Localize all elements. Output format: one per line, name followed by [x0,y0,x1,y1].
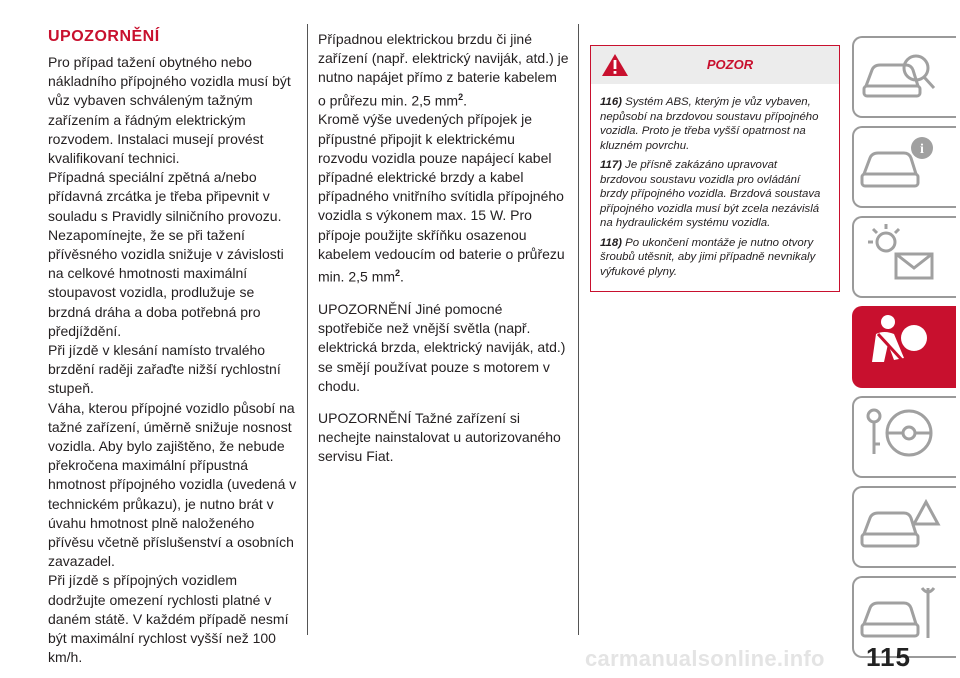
text-line: brzdy přípojného vozidla. Brzdová soustava [600,188,821,200]
safety-tab[interactable] [852,306,956,388]
text-line: přídavná zrcátka je třeba připevnit v [48,188,270,205]
text-line: zavazadel. [48,553,115,570]
warning-item [600,95,829,153]
text-line: Kromě výše uvedených přípojek je [318,111,532,128]
text-line: stoupavost vozidla, prodlužuje se [48,284,255,301]
warning-number: 117) [600,159,622,171]
car-wrench-icon [854,578,944,648]
text-line: Při jízdě v klesání namísto trvalého [48,342,266,359]
warning-body [591,84,839,279]
text-line: UPOZORNĚNÍ Jiné pomocné [318,300,503,317]
watermark: carmanualsonline.info [585,646,825,671]
text-line: chodu. [318,377,361,394]
text-line: nechejte nainstalovat u autorizovaného [318,429,561,446]
lights-warnings-tab[interactable] [852,216,956,298]
superscript: 2 [395,268,401,279]
text-line: UPOZORNĚNÍ Tažné zařízení si [318,409,521,426]
text-line: nutno napájet přímo z baterie kabelem [318,69,557,86]
text-line: vozidla. Proto je třeba vyšší opatrnost na [600,125,806,137]
text-line: brzdění raději zařaďte nižší rychlostní [48,361,281,378]
text-line: Váha, kterou přípojné vozidlo působí na [48,399,295,416]
car-warning-triangle-icon [854,488,944,558]
text-line: Při jízdě s přípojných vozidlem [48,572,238,589]
warning-header [591,46,839,84]
text-line: přípojného vozidla musí být zcela nezávislá [600,202,820,215]
text-line: technickém průkazu), je nutno brát v [48,495,274,512]
text-line: souladu s Pravidly silničního provozu. [48,207,282,224]
text-line: rozvodem. Instalaci musejí provést [48,130,264,147]
driving-tab[interactable] [852,396,956,478]
text-line: přívěsného vozidla snižuje v závislosti [48,246,284,263]
text-line: Po ukončení montáže je nutno otvory [625,236,814,249]
middle-column [318,30,570,467]
warning-box [590,45,840,292]
left-column [48,28,306,668]
paragraph-electric-brake [318,30,570,287]
text-line: brzdovou soustavu vozidla pro ovládání [600,173,801,186]
text-line: Případná speciální zpětná a/nebo [48,169,257,186]
text-line: výfukové plyny. [600,265,678,278]
key-steering-wheel-icon [854,398,944,468]
warning-number: 118) [600,236,622,249]
column-divider [578,24,579,635]
warning-title: POZOR [706,57,754,72]
text-line: případné elektrické brzdy a kabel [318,169,524,186]
text-line: Systém ABS, kterým je vůz vybaven, [625,96,811,108]
text-line: kabelem vedoucím od baterie o průřezu [318,245,565,262]
text-line: případného vnitřního svítidla přípojného [318,188,564,205]
text-line: Nezapomínejte, že se při tažení [48,226,245,243]
left-column-text [48,53,306,668]
text-line: Pro případ tažení obytného nebo [48,54,252,70]
text-line: předjíždění. [48,322,122,339]
paragraph-towbar-install [318,409,570,467]
warning-number: 116) [600,96,622,108]
text-line: šroubů utěsnit, aby jimi případně nevnikaly [600,251,816,263]
text-line: úvahu hmotnost plně naloženého [48,514,255,531]
text-line: o průřezu min. 2,5 mm [318,92,459,109]
car-magnifier-icon [854,38,944,108]
text-line: stupeň. [48,380,94,397]
text-line: rozvodu vozidla pouze napájecí kabel [318,149,552,166]
text-line: vozidla. Aby bylo zajištěno, že nebude [48,438,285,455]
car-info-icon [854,128,944,198]
seatbelt-airbag-icon [854,308,944,378]
text-line: brzdná dráha a doba potřebná pro [48,303,261,320]
text-line: nákladního přípojného vozidla musí být [48,73,291,90]
warning-item [600,158,829,231]
text-line: vůz vybaven schváleným tažným [48,92,253,109]
section-heading: UPOZORNĚNÍ [48,28,160,45]
car-info-tab[interactable] [852,126,956,208]
emergency-tab[interactable] [852,486,956,568]
text-line: na hydraulickém systému vozidla. [600,217,771,229]
text-line: elektrická brzda, elektrický naviják, atd.) [318,339,566,356]
text-line: se smějí používat pouze s motorem v [318,358,550,375]
text-line: vozidla s výkonem max. 15 W. Pro [318,207,532,224]
text-line: na celkové hmotnosti maximální [48,265,248,282]
text-line: tažné zařízení, úměrně snižuje nosnost [48,418,292,435]
text-line: Případnou elektrickou brzdu či jiné [318,31,533,47]
text-end: . [400,268,404,285]
text-line: zařízení (např. elektrický naviják, atd.) je [318,50,569,67]
paragraph-auxiliary-consumers [318,300,570,396]
text-line: být maximální rychlost vyšší než 100 [48,630,276,647]
car-search-tab[interactable] [852,36,956,118]
text-line: servisu Fiat. [318,448,394,465]
text-line: přípoje použijte skříňku osazenou [318,226,527,243]
text-line: km/h. [48,649,83,666]
column-divider [307,24,308,635]
text-end: . [463,92,467,109]
text-line: nepůsobí na brzdovou soustavu přípojného [600,110,819,123]
text-line: kvalifikovaní technici. [48,150,180,167]
text-line: přívěsu včetně příslušenství a osobních [48,534,294,551]
light-envelope-icon [854,218,944,288]
text-line: dodržujte omezení rychlosti platné v [48,591,272,608]
text-line: zařízením a řádným elektrickým [48,111,246,128]
warning-item [600,236,829,280]
text-line: spotřebiče než vnější světla (např. [318,320,531,337]
text-line: překročena maximální přípustná [48,457,248,474]
text-line: přípustné připojit k elektrickému [318,130,515,147]
text-line: min. 2,5 mm [318,268,396,285]
superscript: 2 [458,91,464,102]
text-line: hmotnost přípojného vozidla (uvedená v [48,476,297,493]
text-line: daném státě. V každém případě nesmí [48,610,289,627]
text-line: kluzném povrchu. [600,139,690,152]
page-number: 115 [866,642,911,672]
svg-text:i: i [920,142,924,157]
text-line: Je přísně zakázáno upravovat [625,159,778,171]
